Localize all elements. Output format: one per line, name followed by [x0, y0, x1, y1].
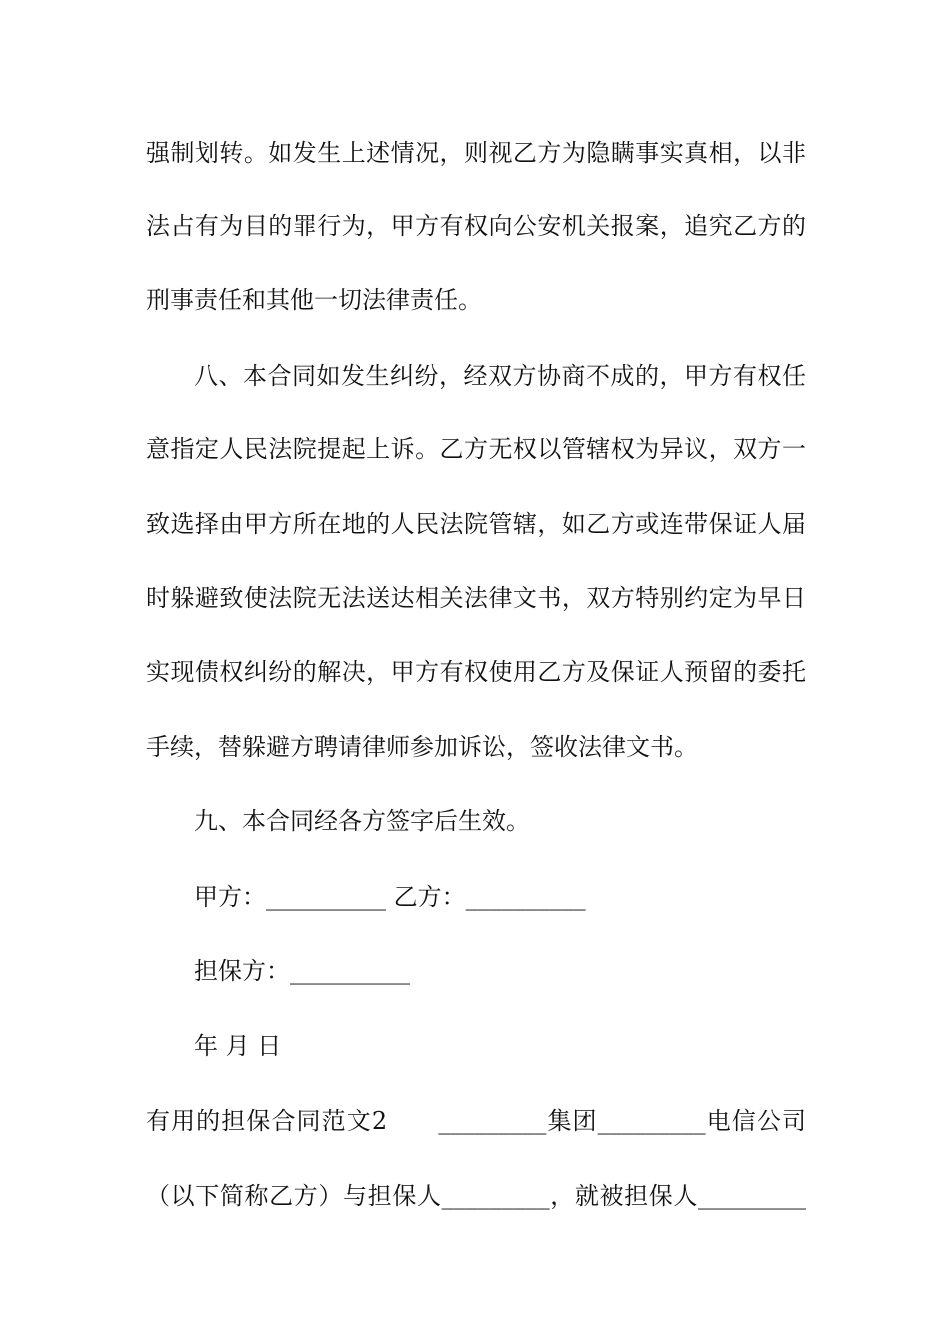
paragraph-line: 实现债权纠纷的解决，甲方有权使用乙方及保证人预留的委托	[146, 658, 806, 686]
paragraph-line: 手续，替躲避方聘请律师参加诉讼，签收法律文书。	[146, 733, 698, 761]
clause-nine-line: 九、本合同经各方签字后生效。	[194, 807, 530, 835]
guarantor-signature-line: 担保方：__________	[194, 957, 410, 985]
paragraph-line: 强制划转。如发生上述情况，则视乙方为隐瞒事实真相，以非	[146, 139, 806, 167]
signature-party-line: 甲方：__________ 乙方：__________	[194, 883, 586, 911]
paragraph-line: （以下简称乙方）与担保人_________，就被担保人_________	[146, 1182, 806, 1210]
paragraph-line: 刑事责任和其他一切法律责任。	[146, 286, 482, 314]
paragraph-line: 法占有为目的罪行为，甲方有权向公安机关报案，追究乙方的	[146, 212, 806, 240]
clause-eight-line: 八、本合同如发生纠纷，经双方协商不成的，甲方有权任	[194, 362, 806, 390]
paragraph-line: 致选择由甲方所在地的人民法院管辖，如乙方或连带保证人届	[146, 510, 806, 538]
paragraph-line: 意指定人民法院提起上诉。乙方无权以管辖权为异议，双方一	[146, 435, 806, 463]
date-line: 年 月 日	[194, 1032, 282, 1060]
paragraph-line: 时躲避致使法院无法送达相关法律文书，双方特别约定为早日	[146, 584, 806, 612]
sample-contract-heading-line: 有用的担保合同范文2 _________集团_________电信公司	[146, 1107, 806, 1135]
